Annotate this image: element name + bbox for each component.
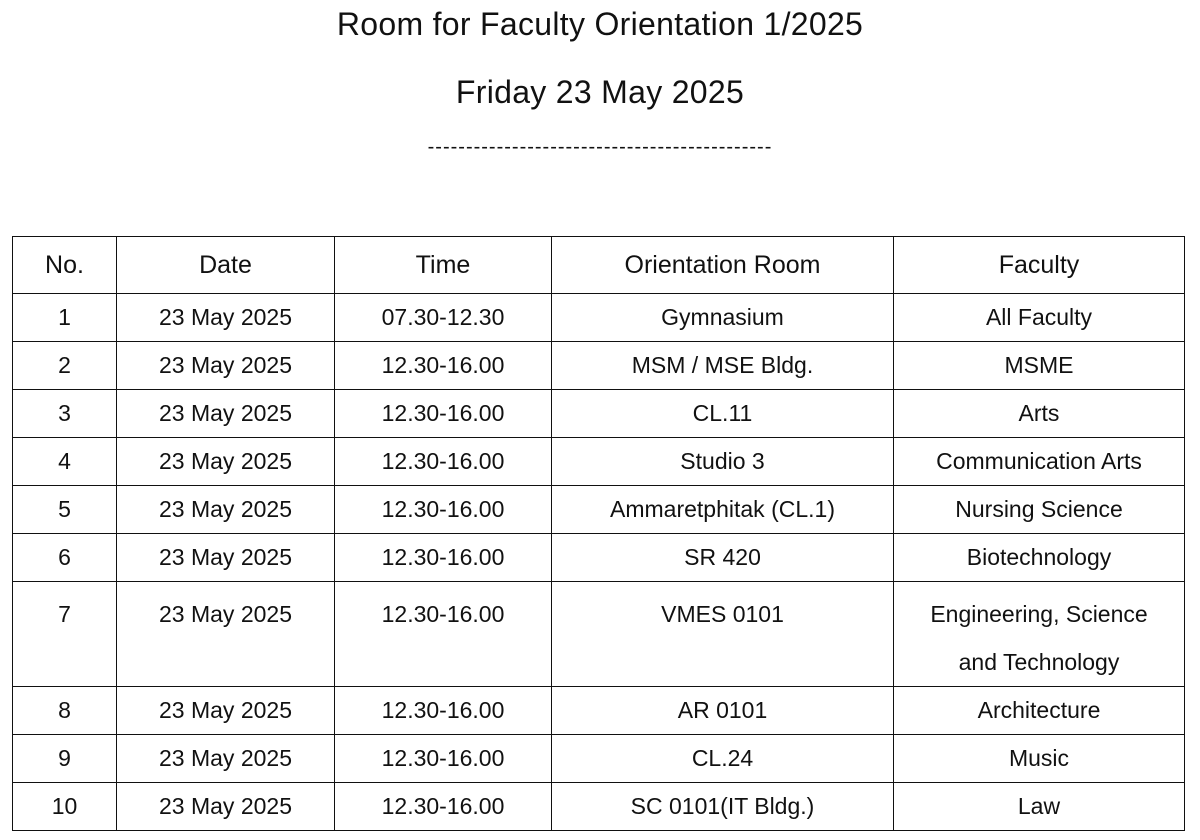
page-subtitle: Friday 23 May 2025	[455, 74, 745, 110]
cell-room: SR 420	[552, 534, 894, 582]
cell-faculty: Arts	[894, 390, 1185, 438]
cell-no: 2	[13, 342, 117, 390]
cell-faculty: Architecture	[894, 687, 1185, 735]
cell-no: 10	[13, 783, 117, 831]
cell-time: 12.30-16.00	[335, 687, 552, 735]
table-row	[13, 783, 1185, 831]
cell-faculty-line: Engineering, Science	[930, 601, 1148, 627]
table-row	[13, 438, 1185, 486]
cell-faculty-line: and Technology	[958, 649, 1120, 675]
cell-room: CL.11	[552, 390, 894, 438]
cell-no: 9	[13, 735, 117, 783]
cell-no: 8	[13, 687, 117, 735]
table-row	[13, 735, 1185, 783]
cell-faculty: All Faculty	[894, 294, 1185, 342]
cell-no: 6	[13, 534, 117, 582]
cell-time: 12.30-16.00	[335, 582, 552, 687]
cell-time: 12.30-16.00	[335, 438, 552, 486]
table-row	[13, 342, 1185, 390]
cell-room: Studio 3	[552, 438, 894, 486]
cell-date: 23 May 2025	[117, 486, 335, 534]
cell-date: 23 May 2025	[117, 735, 335, 783]
cell-date: 23 May 2025	[117, 390, 335, 438]
cell-time: 12.30-16.00	[335, 783, 552, 831]
cell-no: 3	[13, 390, 117, 438]
cell-room: Ammaretphitak (CL.1)	[552, 486, 894, 534]
cell-room: SC 0101(IT Bldg.)	[552, 783, 894, 831]
cell-room: VMES 0101	[552, 582, 894, 687]
table-row	[13, 582, 1185, 687]
cell-no: 5	[13, 486, 117, 534]
cell-faculty: Communication Arts	[894, 438, 1185, 486]
cell-date: 23 May 2025	[117, 534, 335, 582]
table-row	[13, 294, 1185, 342]
cell-time: 12.30-16.00	[335, 390, 552, 438]
cell-faculty: Nursing Science	[894, 486, 1185, 534]
cell-room: MSM / MSE Bldg.	[552, 342, 894, 390]
cell-faculty: MSME	[894, 342, 1185, 390]
cell-room: AR 0101	[552, 687, 894, 735]
cell-no: 1	[13, 294, 117, 342]
cell-faculty: Law	[894, 783, 1185, 831]
cell-time: 12.30-16.00	[335, 486, 552, 534]
table-header-row	[13, 237, 1185, 294]
table-row	[13, 390, 1185, 438]
cell-time: 07.30-12.30	[335, 294, 552, 342]
cell-no: 7	[13, 582, 117, 687]
table-row	[13, 534, 1185, 582]
column-header-date: Date	[117, 237, 335, 294]
table-row	[13, 486, 1185, 534]
cell-date: 23 May 2025	[117, 438, 335, 486]
cell-faculty: Biotechnology	[894, 534, 1185, 582]
cell-time: 12.30-16.00	[335, 342, 552, 390]
cell-date: 23 May 2025	[117, 687, 335, 735]
cell-date: 23 May 2025	[117, 783, 335, 831]
column-header-no: No.	[13, 237, 117, 294]
orientation-schedule-table	[12, 236, 1185, 831]
cell-date: 23 May 2025	[117, 294, 335, 342]
cell-date: 23 May 2025	[117, 582, 335, 687]
cell-faculty	[894, 582, 1185, 687]
column-header-room: Orientation Room	[552, 237, 894, 294]
column-header-faculty: Faculty	[894, 237, 1185, 294]
cell-date: 23 May 2025	[117, 342, 335, 390]
dashed-divider: ---------------------------------------------	[427, 136, 773, 158]
page-title: Room for Faculty Orientation 1/2025	[336, 6, 864, 42]
cell-room: CL.24	[552, 735, 894, 783]
column-header-time: Time	[335, 237, 552, 294]
cell-room: Gymnasium	[552, 294, 894, 342]
cell-faculty: Music	[894, 735, 1185, 783]
cell-time: 12.30-16.00	[335, 735, 552, 783]
cell-time: 12.30-16.00	[335, 534, 552, 582]
cell-no: 4	[13, 438, 117, 486]
table-row	[13, 687, 1185, 735]
